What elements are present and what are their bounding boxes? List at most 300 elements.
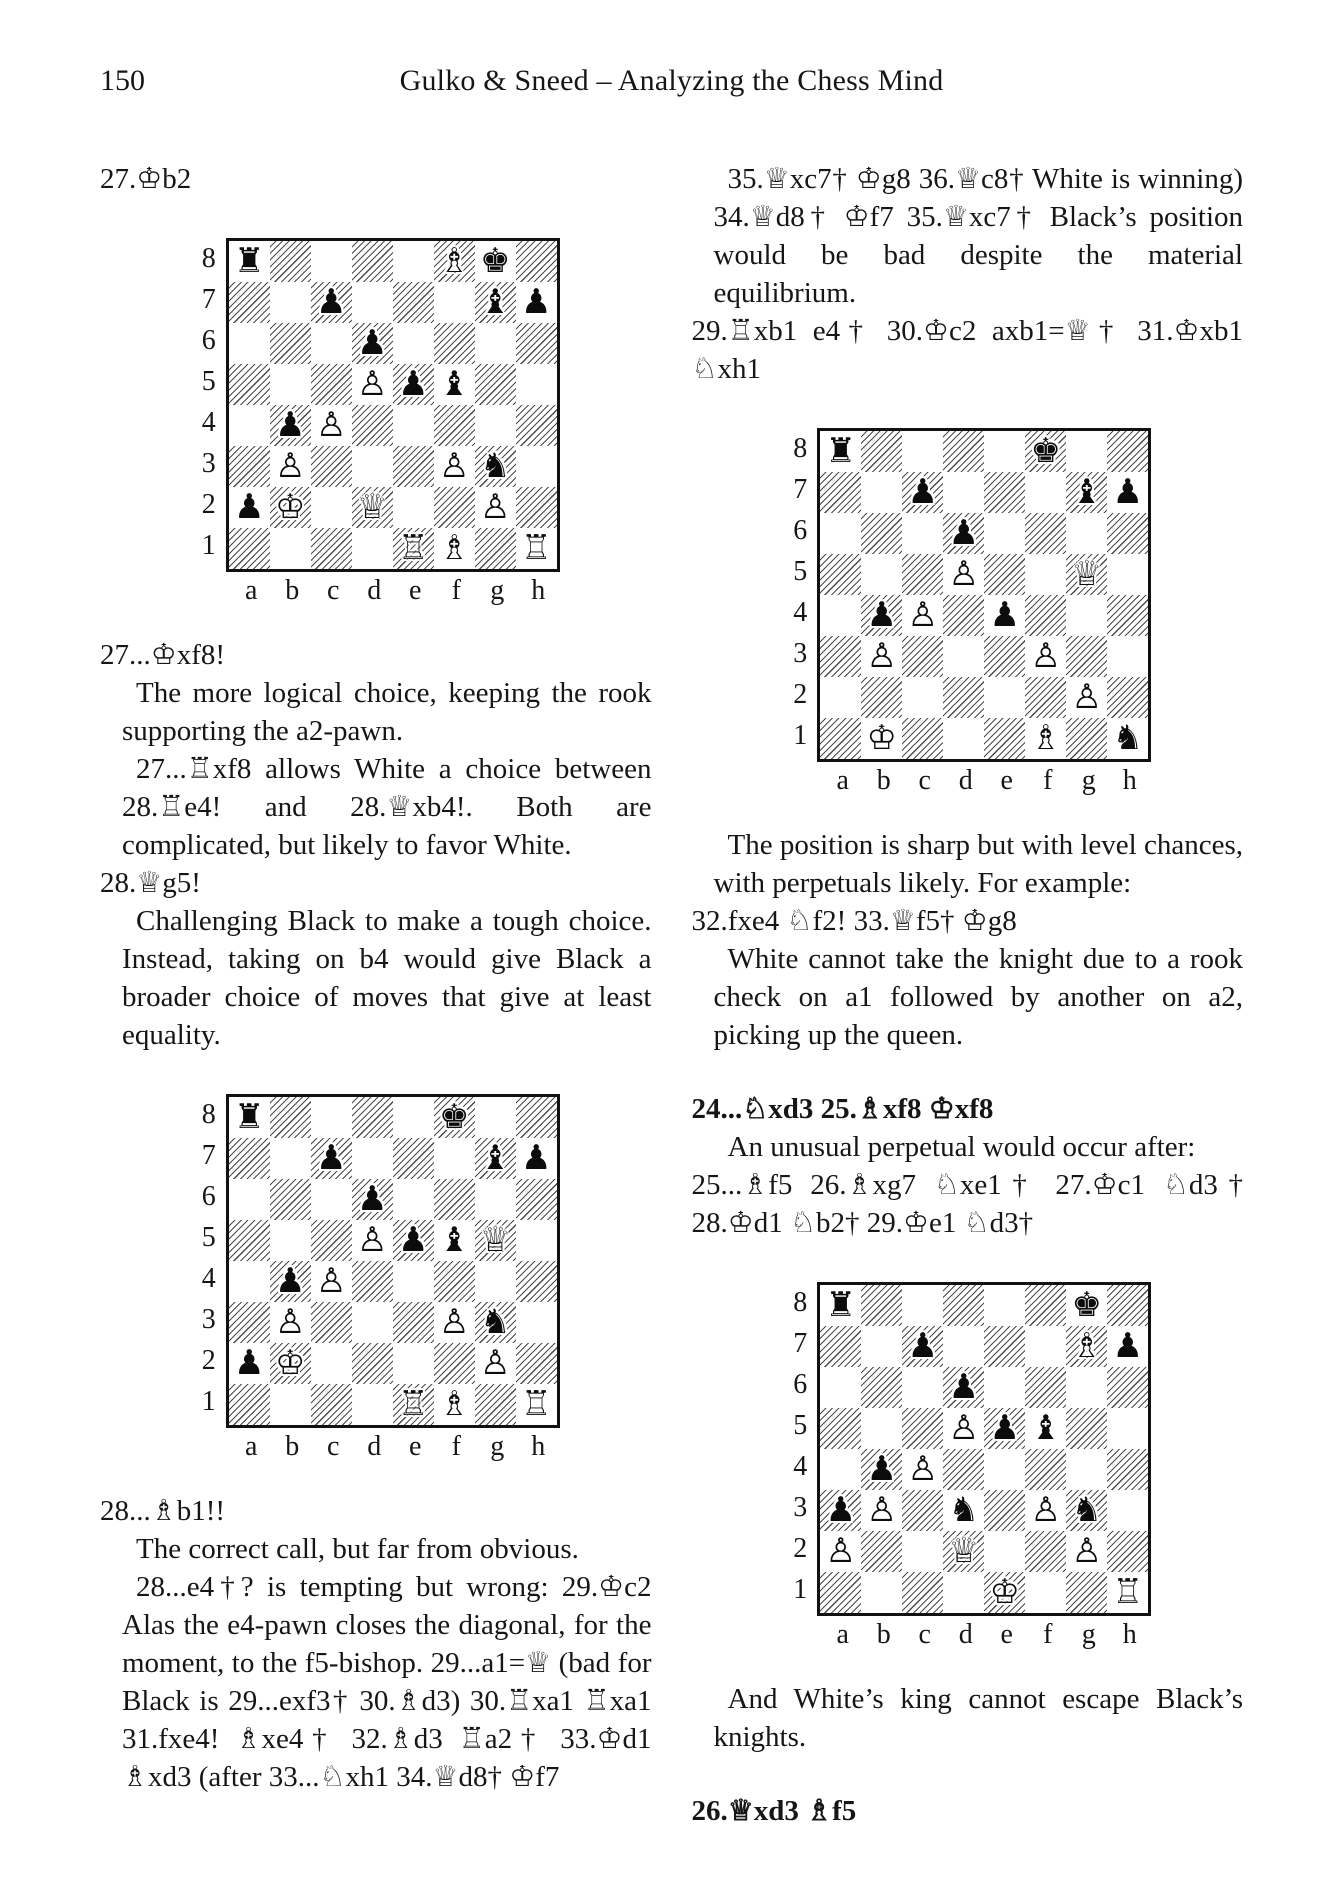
square-e6 [393, 1179, 434, 1220]
move-line: 28...♗b1!! [100, 1495, 226, 1527]
square-g8 [475, 1097, 516, 1138]
white-pawn-icon: ♙ [357, 364, 388, 404]
square-g5 [475, 1220, 516, 1261]
square-a8 [229, 241, 270, 282]
square-h5 [1107, 1408, 1148, 1449]
rank-label: 3 [793, 1492, 808, 1523]
square-f3 [434, 1302, 475, 1343]
square-e7 [393, 282, 434, 323]
black-pawn-icon: ♟ [357, 323, 388, 363]
square-b3 [270, 1302, 311, 1343]
square-a1 [820, 1572, 861, 1613]
square-a2 [229, 487, 270, 528]
white-pawn-icon: ♙ [480, 487, 511, 527]
file-label: d [367, 575, 382, 606]
square-a8 [229, 1097, 270, 1138]
square-h1 [1107, 1572, 1148, 1613]
square-d6 [352, 1179, 393, 1220]
square-g6 [475, 1179, 516, 1220]
black-pawn-icon: ♟ [398, 364, 429, 404]
file-label: a [836, 765, 849, 796]
chess-diagram-d3 [783, 428, 1151, 798]
square-a4 [229, 1261, 270, 1302]
square-b3 [861, 636, 902, 677]
white-pawn-icon: ♙ [866, 636, 897, 676]
square-h8 [1107, 431, 1148, 472]
square-c2 [902, 677, 943, 718]
square-g7 [1066, 1326, 1107, 1367]
chessboard [817, 1282, 1151, 1616]
rank-label: 3 [201, 448, 216, 479]
square-d1 [943, 1572, 984, 1613]
black-pawn-icon: ♟ [234, 1343, 265, 1383]
file-label: h [1122, 765, 1137, 796]
square-h4 [1107, 595, 1148, 636]
move-line: 28.♕g5! [100, 867, 201, 899]
square-a6 [229, 323, 270, 364]
square-d4 [943, 595, 984, 636]
square-a8 [820, 431, 861, 472]
square-c5 [311, 364, 352, 405]
square-f1 [1025, 718, 1066, 759]
file-label: b [876, 1619, 891, 1650]
square-c2 [311, 1343, 352, 1384]
square-c5 [902, 1408, 943, 1449]
rank-label: 2 [201, 489, 216, 520]
square-c4 [902, 1449, 943, 1490]
rank-label: 7 [793, 474, 808, 505]
square-c4 [311, 1261, 352, 1302]
white-queen-icon: ♕ [948, 1531, 979, 1571]
square-a2 [820, 1531, 861, 1572]
square-c1 [311, 528, 352, 569]
square-a7 [229, 282, 270, 323]
square-f4 [1025, 595, 1066, 636]
square-e8 [984, 1285, 1025, 1326]
square-e8 [393, 241, 434, 282]
square-g2 [1066, 677, 1107, 718]
rank-label: 5 [793, 556, 808, 587]
square-e1 [393, 528, 434, 569]
square-d2 [352, 487, 393, 528]
square-b7 [861, 472, 902, 513]
move-line: 27...♔xf8! [100, 639, 226, 671]
square-a6 [820, 1367, 861, 1408]
rank-labels [783, 1282, 807, 1616]
square-c5 [902, 554, 943, 595]
move-line: 32.fxe4 ♘f2! 33.♕f5† ♔g8 [691, 905, 1017, 937]
file-label: f [451, 575, 461, 606]
square-e6 [984, 513, 1025, 554]
move-line: 27.♔b2 [100, 163, 192, 195]
white-queen-icon: ♕ [1071, 554, 1102, 594]
file-label: h [1122, 1619, 1137, 1650]
square-c3 [311, 1302, 352, 1343]
black-pawn-icon: ♟ [1112, 1326, 1143, 1366]
square-e2 [393, 487, 434, 528]
rank-label: 7 [201, 284, 216, 315]
square-a5 [229, 1220, 270, 1261]
white-pawn-icon: ♙ [480, 1343, 511, 1383]
square-b7 [861, 1326, 902, 1367]
black-knight-icon: ♞ [1071, 1490, 1102, 1530]
square-a2 [820, 677, 861, 718]
file-labels [231, 572, 560, 608]
white-pawn-icon: ♙ [275, 1302, 306, 1342]
square-c2 [902, 1531, 943, 1572]
square-a1 [229, 1384, 270, 1425]
white-rook-icon: ♖ [521, 1384, 552, 1424]
square-c3 [902, 636, 943, 677]
square-g2 [475, 487, 516, 528]
square-h3 [1107, 636, 1148, 677]
square-d3 [352, 446, 393, 487]
square-d3 [352, 1302, 393, 1343]
square-b7 [270, 1138, 311, 1179]
square-c2 [311, 487, 352, 528]
square-e4 [393, 1261, 434, 1302]
square-h5 [516, 364, 557, 405]
file-label: d [958, 1619, 973, 1650]
square-d5 [352, 364, 393, 405]
file-label: c [918, 765, 931, 796]
square-e7 [984, 472, 1025, 513]
rank-label: 4 [793, 1451, 808, 1482]
square-b2 [270, 487, 311, 528]
white-pawn-icon: ♙ [316, 1261, 347, 1301]
square-b6 [861, 1367, 902, 1408]
square-a4 [820, 1449, 861, 1490]
black-pawn-icon: ♟ [907, 1326, 938, 1366]
file-label: c [327, 575, 340, 606]
square-h8 [516, 1097, 557, 1138]
square-d6 [943, 513, 984, 554]
square-b3 [270, 446, 311, 487]
square-g4 [475, 405, 516, 446]
square-h2 [1107, 1531, 1148, 1572]
white-king-icon: ♔ [275, 1343, 306, 1383]
rank-label: 6 [793, 515, 808, 546]
white-pawn-icon: ♙ [275, 446, 306, 486]
black-pawn-icon: ♟ [275, 1261, 306, 1301]
square-d8 [352, 241, 393, 282]
square-f3 [1025, 636, 1066, 677]
black-pawn-icon: ♟ [989, 1408, 1020, 1448]
square-d2 [943, 677, 984, 718]
commentary-paragraph: The position is sharp but with level chances, with perpetuals likely. For example: [713, 829, 1243, 899]
square-b4 [861, 1449, 902, 1490]
square-c8 [902, 431, 943, 472]
square-g4 [475, 1261, 516, 1302]
file-label: h [531, 575, 546, 606]
white-king-icon: ♔ [866, 718, 897, 758]
square-h1 [516, 1384, 557, 1425]
white-bishop-icon: ♗ [439, 241, 470, 281]
square-a3 [229, 1302, 270, 1343]
square-a2 [229, 1343, 270, 1384]
square-a3 [229, 446, 270, 487]
black-bishop-icon: ♝ [480, 1138, 511, 1178]
black-pawn-icon: ♟ [825, 1490, 856, 1530]
square-e7 [984, 1326, 1025, 1367]
rank-label: 4 [793, 597, 808, 628]
file-label: f [1043, 765, 1053, 796]
square-d7 [943, 1326, 984, 1367]
rank-label: 7 [201, 1140, 216, 1171]
square-c3 [311, 446, 352, 487]
black-pawn-icon: ♟ [989, 595, 1020, 635]
square-c1 [311, 1384, 352, 1425]
rank-label: 2 [201, 1345, 216, 1376]
square-e5 [393, 1220, 434, 1261]
white-pawn-icon: ♙ [907, 1449, 938, 1489]
square-b5 [270, 364, 311, 405]
square-g1 [475, 1384, 516, 1425]
file-label: h [531, 1431, 546, 1462]
square-d8 [943, 1285, 984, 1326]
square-d7 [352, 1138, 393, 1179]
square-g8 [1066, 431, 1107, 472]
rank-label: 6 [201, 325, 216, 356]
square-a4 [820, 595, 861, 636]
square-c1 [902, 718, 943, 759]
square-g6 [1066, 1367, 1107, 1408]
square-a5 [820, 1408, 861, 1449]
square-e8 [984, 431, 1025, 472]
square-h6 [1107, 513, 1148, 554]
square-a7 [820, 472, 861, 513]
white-pawn-icon: ♙ [948, 554, 979, 594]
square-c7 [902, 1326, 943, 1367]
square-g7 [1066, 472, 1107, 513]
black-knight-icon: ♞ [480, 1302, 511, 1342]
square-h7 [1107, 472, 1148, 513]
black-pawn-icon: ♟ [1112, 472, 1143, 512]
board-with-rank-labels [192, 238, 560, 572]
square-c7 [902, 472, 943, 513]
left-column [100, 160, 652, 1830]
square-g8 [1066, 1285, 1107, 1326]
black-pawn-icon: ♟ [316, 282, 347, 322]
square-c8 [902, 1285, 943, 1326]
square-f7 [1025, 472, 1066, 513]
square-b5 [861, 554, 902, 595]
square-d6 [352, 323, 393, 364]
square-a5 [820, 554, 861, 595]
chess-diagram-d2 [192, 1094, 560, 1464]
file-label: d [958, 765, 973, 796]
white-pawn-icon: ♙ [1030, 1490, 1061, 1530]
square-g7 [475, 282, 516, 323]
square-h1 [1107, 718, 1148, 759]
square-b1 [861, 718, 902, 759]
square-b2 [270, 1343, 311, 1384]
square-e2 [393, 1343, 434, 1384]
commentary-paragraph: Challenging Black to make a tough choice. Instead, taking on b4 would give Black a broader choice of moves that give at least equality. [122, 905, 652, 1051]
file-label: b [285, 575, 300, 606]
square-d6 [943, 1367, 984, 1408]
square-d2 [352, 1343, 393, 1384]
square-e1 [984, 1572, 1025, 1613]
square-c1 [902, 1572, 943, 1613]
square-g3 [475, 446, 516, 487]
chess-diagram-d4 [783, 1282, 1151, 1652]
square-g8 [475, 241, 516, 282]
commentary-paragraph: 27...♖xf8 allows White a choice between 28.♖e4! and 28.♕xb4!. Both are complicated, but likely to favor White. [122, 753, 652, 861]
square-b6 [270, 323, 311, 364]
square-f6 [1025, 1367, 1066, 1408]
file-label: e [409, 575, 422, 606]
square-d4 [352, 405, 393, 446]
square-d4 [943, 1449, 984, 1490]
square-d4 [352, 1261, 393, 1302]
square-e2 [984, 1531, 1025, 1572]
square-h7 [1107, 1326, 1148, 1367]
square-f3 [1025, 1490, 1066, 1531]
square-d2 [943, 1531, 984, 1572]
file-label: f [1043, 1619, 1053, 1650]
chessboard [226, 1094, 560, 1428]
black-pawn-icon: ♟ [521, 282, 552, 322]
file-label: a [836, 1619, 849, 1650]
square-b5 [861, 1408, 902, 1449]
square-c4 [311, 405, 352, 446]
white-pawn-icon: ♙ [866, 1490, 897, 1530]
move-line: 25...♗f5 26.♗xg7 ♘xe1† 27.♔c1 ♘d3† 28.♔d1 ♘b2† 29.♔e1 ♘d3† [691, 1169, 1243, 1239]
file-label: f [451, 1431, 461, 1462]
file-label: c [327, 1431, 340, 1462]
page-header [100, 64, 1243, 108]
white-pawn-icon: ♙ [439, 446, 470, 486]
file-label: g [1081, 1619, 1096, 1650]
square-b4 [270, 1261, 311, 1302]
square-a3 [820, 636, 861, 677]
black-pawn-icon: ♟ [275, 405, 306, 445]
square-h2 [516, 487, 557, 528]
black-knight-icon: ♞ [948, 1490, 979, 1530]
square-b7 [270, 282, 311, 323]
square-g3 [1066, 636, 1107, 677]
rank-labels [783, 428, 807, 762]
black-pawn-icon: ♟ [948, 1367, 979, 1407]
square-f5 [1025, 554, 1066, 595]
square-h4 [516, 405, 557, 446]
square-a5 [229, 364, 270, 405]
square-g1 [1066, 1572, 1107, 1613]
rank-labels [192, 1094, 216, 1428]
square-g3 [1066, 1490, 1107, 1531]
file-label: b [876, 765, 891, 796]
file-label: e [1000, 1619, 1013, 1650]
square-f5 [1025, 1408, 1066, 1449]
white-pawn-icon: ♙ [439, 1302, 470, 1342]
square-f6 [434, 323, 475, 364]
file-label: a [245, 575, 258, 606]
rank-label: 1 [793, 1574, 808, 1605]
square-f2 [434, 1343, 475, 1384]
square-d7 [352, 282, 393, 323]
rank-label: 1 [793, 720, 808, 751]
square-g7 [475, 1138, 516, 1179]
square-e6 [393, 323, 434, 364]
file-label: g [1081, 765, 1096, 796]
square-h3 [516, 446, 557, 487]
black-bishop-icon: ♝ [1071, 472, 1102, 512]
two-column-content [100, 160, 1243, 1830]
file-label: d [367, 1431, 382, 1462]
rank-label: 1 [201, 1386, 216, 1417]
square-e7 [393, 1138, 434, 1179]
square-g6 [475, 323, 516, 364]
file-label: e [409, 1431, 422, 1462]
square-f6 [434, 1179, 475, 1220]
square-d1 [943, 718, 984, 759]
white-pawn-icon: ♙ [357, 1220, 388, 1260]
square-f2 [1025, 1531, 1066, 1572]
square-d3 [943, 1490, 984, 1531]
square-g5 [1066, 554, 1107, 595]
square-d1 [352, 528, 393, 569]
square-c7 [311, 282, 352, 323]
file-labels [822, 762, 1151, 798]
square-h4 [1107, 1449, 1148, 1490]
square-h5 [516, 1220, 557, 1261]
square-f4 [1025, 1449, 1066, 1490]
file-label: a [245, 1431, 258, 1462]
square-c6 [902, 1367, 943, 1408]
white-bishop-icon: ♗ [439, 1384, 470, 1424]
square-f7 [434, 1138, 475, 1179]
square-d3 [943, 636, 984, 677]
square-e4 [984, 1449, 1025, 1490]
square-b4 [270, 405, 311, 446]
square-g5 [1066, 1408, 1107, 1449]
square-h6 [1107, 1367, 1148, 1408]
rank-label: 2 [793, 679, 808, 710]
square-b1 [270, 528, 311, 569]
square-a3 [820, 1490, 861, 1531]
square-b5 [270, 1220, 311, 1261]
move-line: 24...♘xd3 25.♗xf8 ♔xf8 [691, 1093, 994, 1125]
square-f1 [1025, 1572, 1066, 1613]
square-h6 [516, 323, 557, 364]
white-pawn-icon: ♙ [1071, 677, 1102, 717]
square-g5 [475, 364, 516, 405]
black-bishop-icon: ♝ [480, 282, 511, 322]
square-a4 [229, 405, 270, 446]
chessboard [817, 428, 1151, 762]
square-a7 [229, 1138, 270, 1179]
commentary-paragraph: White cannot take the knight due to a rook check on a1 followed by another on a2, picking up the queen. [713, 943, 1243, 1051]
book-title: Gulko & Sneed – Analyzing the Chess Mind [399, 64, 944, 97]
black-pawn-icon: ♟ [234, 487, 265, 527]
square-c7 [311, 1138, 352, 1179]
white-bishop-icon: ♗ [1030, 718, 1061, 758]
square-c6 [311, 1179, 352, 1220]
square-a1 [820, 718, 861, 759]
square-b8 [270, 241, 311, 282]
square-d7 [943, 472, 984, 513]
black-bishop-icon: ♝ [439, 364, 470, 404]
square-g4 [1066, 595, 1107, 636]
right-column [692, 160, 1244, 1830]
rank-label: 6 [201, 1181, 216, 1212]
square-c6 [311, 323, 352, 364]
black-king-icon: ♚ [1030, 431, 1061, 471]
square-b1 [861, 1572, 902, 1613]
square-e5 [393, 364, 434, 405]
square-b2 [861, 1531, 902, 1572]
